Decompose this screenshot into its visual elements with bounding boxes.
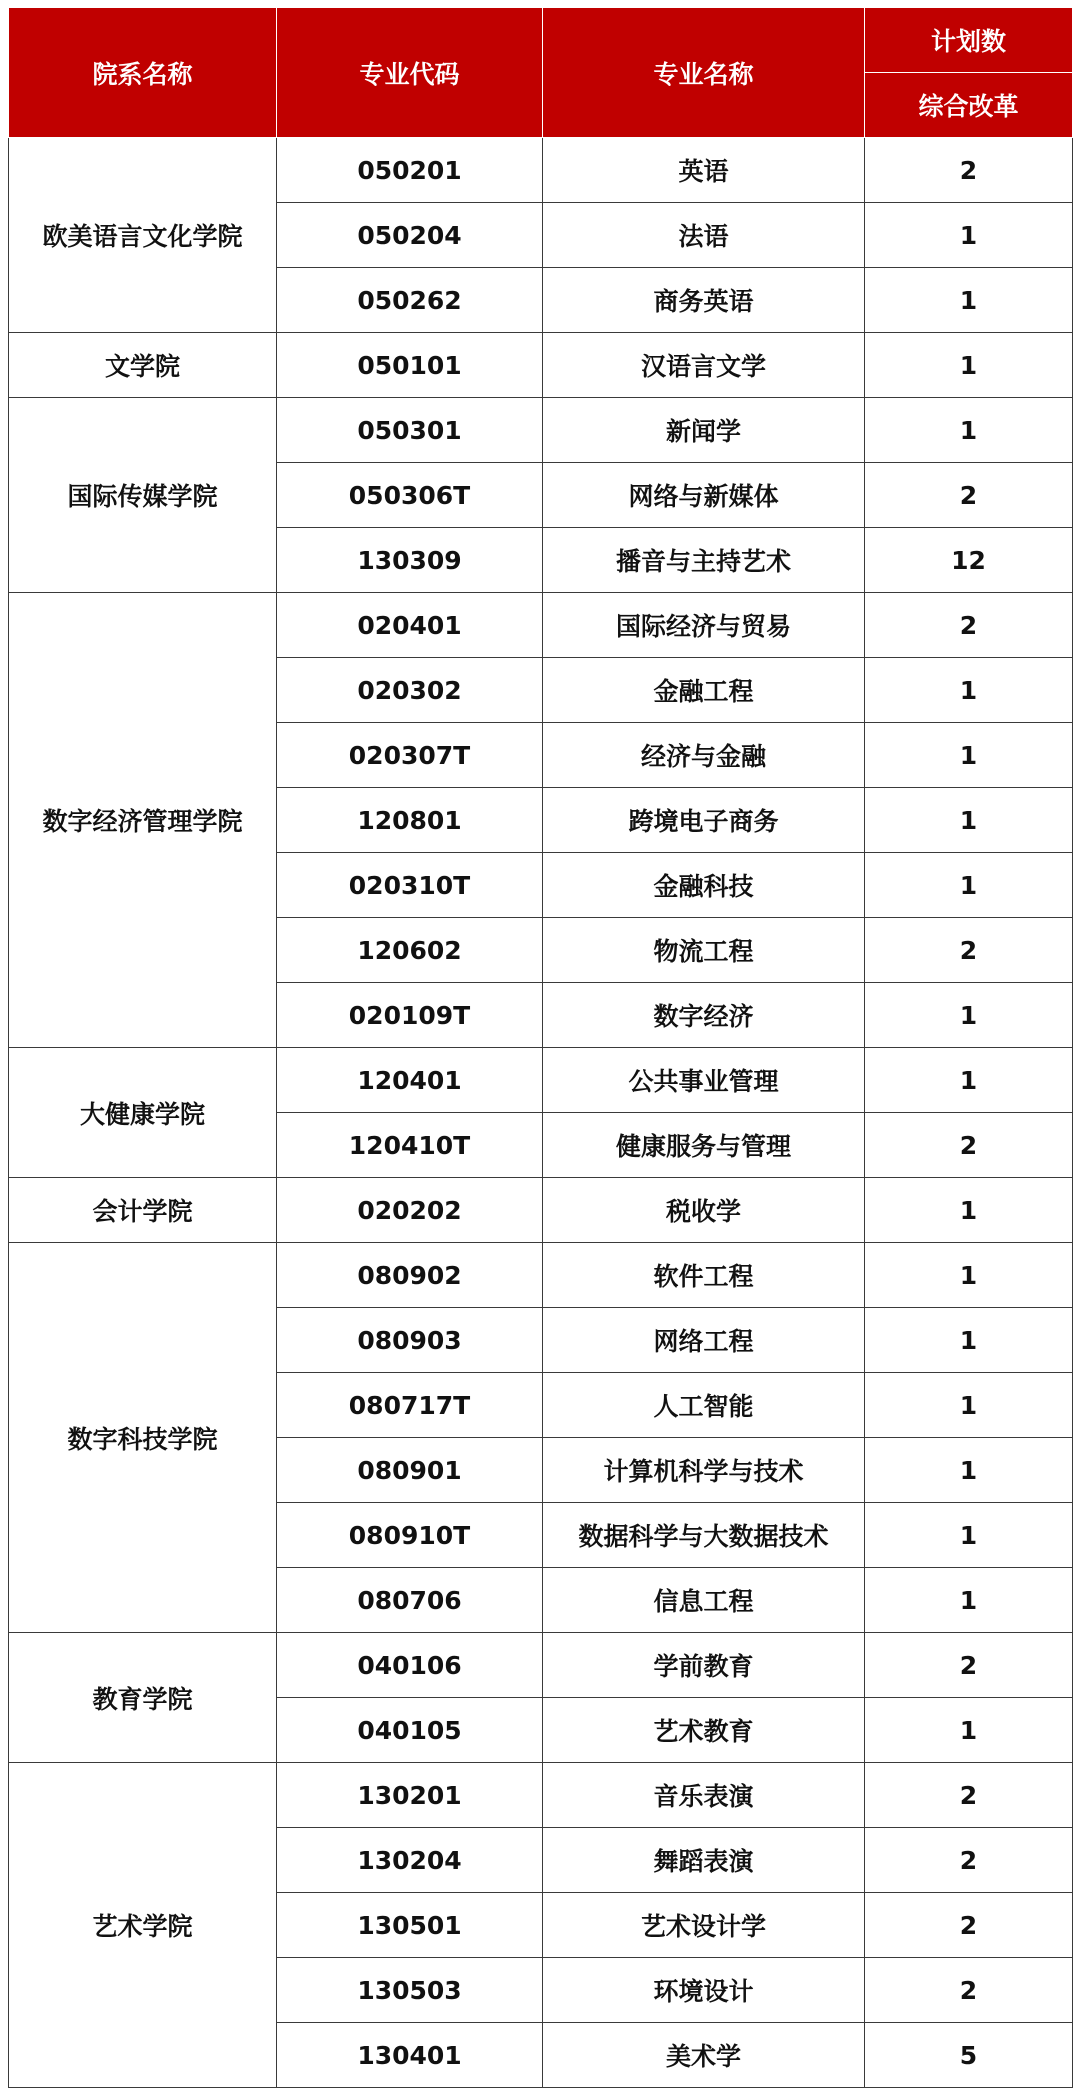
dept-cell: 文学院: [9, 333, 277, 398]
code-cell: 130401: [277, 2023, 543, 2088]
code-cell: 020310T: [277, 853, 543, 918]
major-cell: 英语: [543, 138, 865, 203]
count-cell: 1: [865, 1438, 1073, 1503]
count-cell: 2: [865, 1828, 1073, 1893]
header-plan: 计划数: [865, 8, 1073, 73]
code-cell: 020202: [277, 1178, 543, 1243]
table-row: [9, 1763, 1073, 1828]
code-cell: 020401: [277, 593, 543, 658]
table-header: [9, 8, 1073, 138]
count-cell: 12: [865, 528, 1073, 593]
major-cell: 播音与主持艺术: [543, 528, 865, 593]
count-cell: 1: [865, 788, 1073, 853]
major-cell: 舞蹈表演: [543, 1828, 865, 1893]
table-row: [9, 1633, 1073, 1698]
table-row: [9, 1048, 1073, 1113]
major-cell: 跨境电子商务: [543, 788, 865, 853]
code-cell: 120401: [277, 1048, 543, 1113]
header-major: 专业名称: [543, 8, 865, 138]
dept-cell: 数字科技学院: [9, 1243, 277, 1633]
code-cell: 130309: [277, 528, 543, 593]
code-cell: 050301: [277, 398, 543, 463]
code-cell: 080902: [277, 1243, 543, 1308]
code-cell: 020302: [277, 658, 543, 723]
major-cell: 经济与金融: [543, 723, 865, 788]
count-cell: 1: [865, 268, 1073, 333]
table-row: [9, 138, 1073, 203]
count-cell: 2: [865, 1893, 1073, 1958]
count-cell: 1: [865, 723, 1073, 788]
major-cell: 汉语言文学: [543, 333, 865, 398]
count-cell: 1: [865, 203, 1073, 268]
count-cell: 2: [865, 138, 1073, 203]
table-body: [9, 138, 1073, 2088]
code-cell: 040105: [277, 1698, 543, 1763]
dept-cell: 欧美语言文化学院: [9, 138, 277, 333]
code-cell: 120801: [277, 788, 543, 853]
plan-table-container: [8, 7, 1073, 2088]
code-cell: 130501: [277, 1893, 543, 1958]
count-cell: 2: [865, 1633, 1073, 1698]
code-cell: 050201: [277, 138, 543, 203]
major-cell: 艺术教育: [543, 1698, 865, 1763]
table-row: [9, 593, 1073, 658]
major-cell: 环境设计: [543, 1958, 865, 2023]
count-cell: 1: [865, 1698, 1073, 1763]
dept-cell: 国际传媒学院: [9, 398, 277, 593]
dept-cell: 数字经济管理学院: [9, 593, 277, 1048]
header-plan-sub: 综合改革: [865, 73, 1073, 138]
count-cell: 1: [865, 1503, 1073, 1568]
count-cell: 1: [865, 983, 1073, 1048]
count-cell: 2: [865, 1113, 1073, 1178]
count-cell: 2: [865, 1763, 1073, 1828]
count-cell: 2: [865, 463, 1073, 528]
table-row: [9, 333, 1073, 398]
major-cell: 软件工程: [543, 1243, 865, 1308]
count-cell: 1: [865, 333, 1073, 398]
count-cell: 1: [865, 398, 1073, 463]
code-cell: 050101: [277, 333, 543, 398]
major-cell: 美术学: [543, 2023, 865, 2088]
code-cell: 040106: [277, 1633, 543, 1698]
code-cell: 080903: [277, 1308, 543, 1373]
major-cell: 艺术设计学: [543, 1893, 865, 1958]
dept-cell: 大健康学院: [9, 1048, 277, 1178]
header-code: 专业代码: [277, 8, 543, 138]
code-cell: 130204: [277, 1828, 543, 1893]
major-cell: 金融工程: [543, 658, 865, 723]
count-cell: 1: [865, 853, 1073, 918]
code-cell: 050306T: [277, 463, 543, 528]
dept-cell: 会计学院: [9, 1178, 277, 1243]
count-cell: 1: [865, 1373, 1073, 1438]
major-cell: 网络工程: [543, 1308, 865, 1373]
major-cell: 信息工程: [543, 1568, 865, 1633]
code-cell: 080910T: [277, 1503, 543, 1568]
table-row: [9, 1243, 1073, 1308]
major-cell: 税收学: [543, 1178, 865, 1243]
table-row: [9, 398, 1073, 463]
code-cell: 050204: [277, 203, 543, 268]
major-cell: 金融科技: [543, 853, 865, 918]
major-cell: 新闻学: [543, 398, 865, 463]
count-cell: 2: [865, 593, 1073, 658]
header-dept: 院系名称: [9, 8, 277, 138]
major-cell: 学前教育: [543, 1633, 865, 1698]
count-cell: 2: [865, 918, 1073, 983]
code-cell: 020307T: [277, 723, 543, 788]
major-cell: 人工智能: [543, 1373, 865, 1438]
enrollment-plan-table: [8, 7, 1073, 2088]
count-cell: 1: [865, 1178, 1073, 1243]
major-cell: 公共事业管理: [543, 1048, 865, 1113]
code-cell: 020109T: [277, 983, 543, 1048]
dept-cell: 艺术学院: [9, 1763, 277, 2088]
code-cell: 130503: [277, 1958, 543, 2023]
major-cell: 物流工程: [543, 918, 865, 983]
major-cell: 网络与新媒体: [543, 463, 865, 528]
dept-cell: 教育学院: [9, 1633, 277, 1763]
count-cell: 1: [865, 1243, 1073, 1308]
major-cell: 法语: [543, 203, 865, 268]
major-cell: 商务英语: [543, 268, 865, 333]
count-cell: 2: [865, 1958, 1073, 2023]
code-cell: 080706: [277, 1568, 543, 1633]
major-cell: 国际经济与贸易: [543, 593, 865, 658]
code-cell: 080717T: [277, 1373, 543, 1438]
code-cell: 120602: [277, 918, 543, 983]
code-cell: 130201: [277, 1763, 543, 1828]
count-cell: 5: [865, 2023, 1073, 2088]
major-cell: 数字经济: [543, 983, 865, 1048]
table-row: [9, 1178, 1073, 1243]
count-cell: 1: [865, 1048, 1073, 1113]
major-cell: 计算机科学与技术: [543, 1438, 865, 1503]
code-cell: 120410T: [277, 1113, 543, 1178]
major-cell: 健康服务与管理: [543, 1113, 865, 1178]
count-cell: 1: [865, 1568, 1073, 1633]
count-cell: 1: [865, 658, 1073, 723]
major-cell: 数据科学与大数据技术: [543, 1503, 865, 1568]
major-cell: 音乐表演: [543, 1763, 865, 1828]
code-cell: 050262: [277, 268, 543, 333]
code-cell: 080901: [277, 1438, 543, 1503]
count-cell: 1: [865, 1308, 1073, 1373]
